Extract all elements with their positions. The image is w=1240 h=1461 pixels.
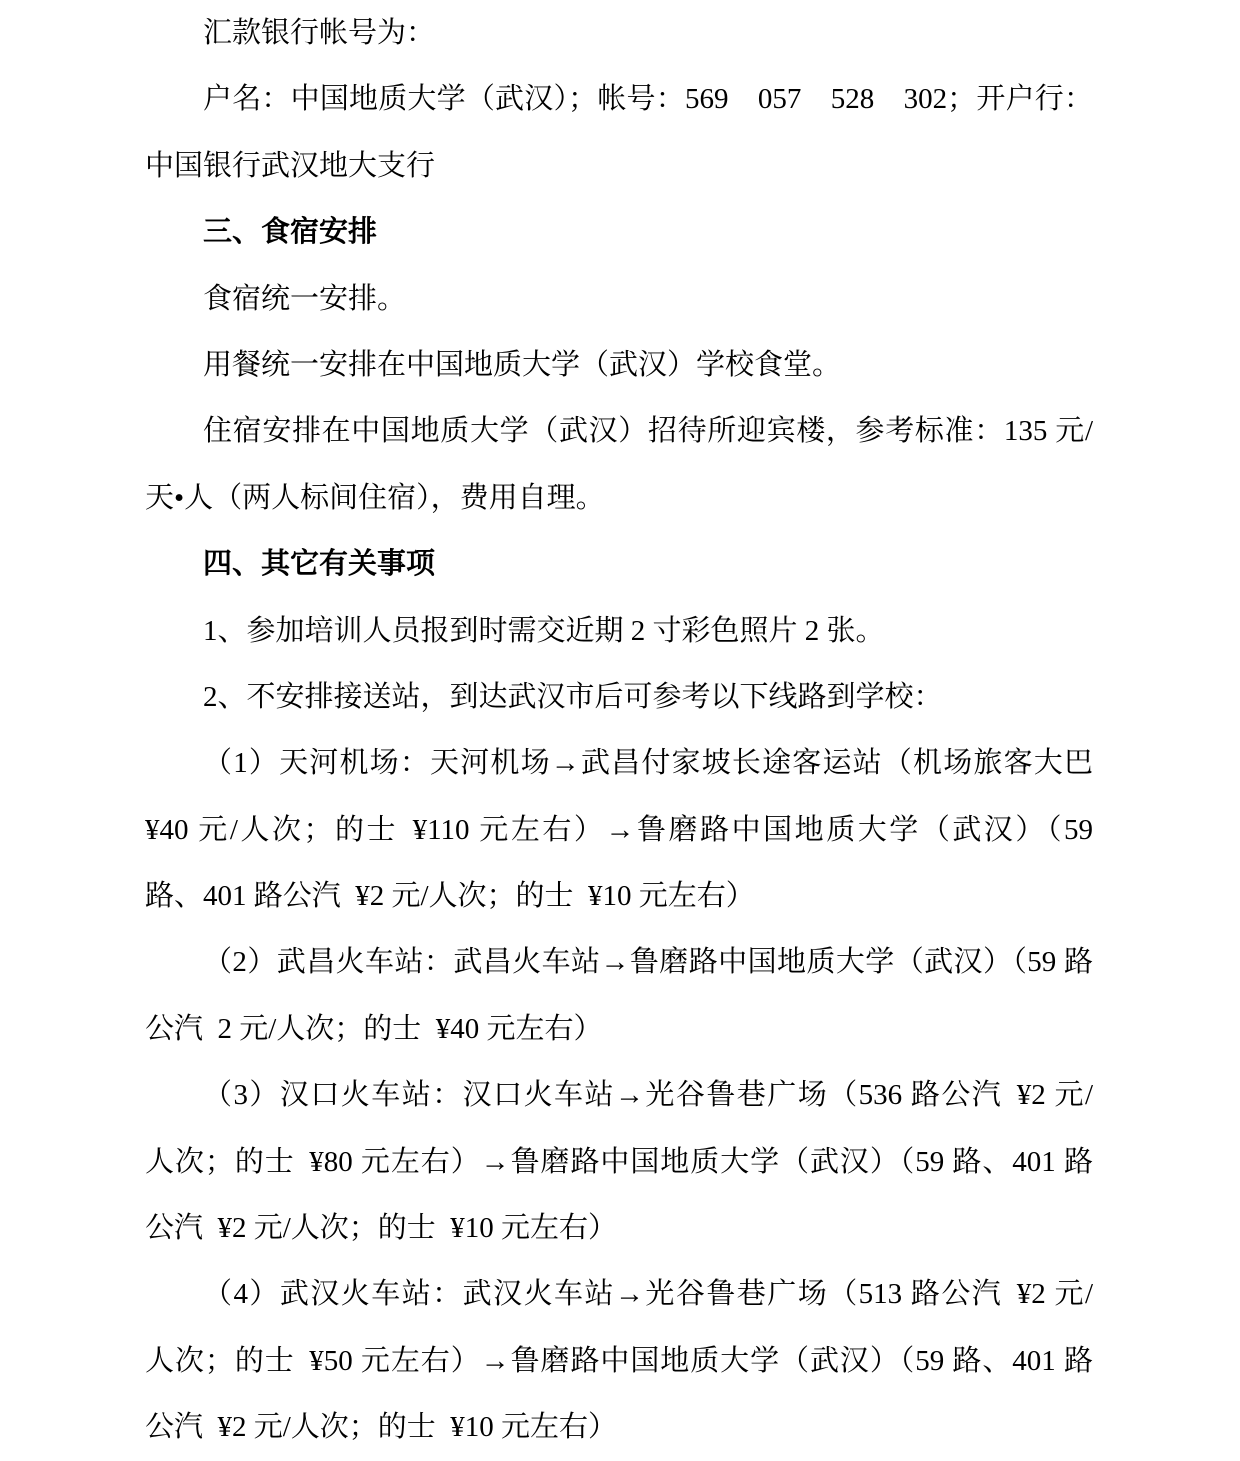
document-content xyxy=(145,0,1093,1461)
line-route3-cont-2: 公汽 ¥2 元/人次；的士 ¥10 元左右） xyxy=(145,1212,618,1245)
line-route2-cont: 公汽 2 元/人次；的士 ¥40 元左右） xyxy=(145,1012,603,1045)
line-route4-cont-1: 人次；的士 ¥50 元左右）→鲁磨路中国地质大学（武汉）（59 路、401 路 xyxy=(145,1344,1093,1377)
line-route3-cont-1: 人次；的士 ¥80 元左右）→鲁磨路中国地质大学（武汉）（59 路、401 路 xyxy=(145,1145,1093,1178)
line-route1-cont-1: ¥40 元/人次；的士 ¥110 元左右）→鲁磨路中国地质大学（武汉）（59 xyxy=(145,813,1093,846)
line-unified-arrangement: 食宿统一安排。 xyxy=(203,282,407,315)
line-item2-transport-intro: 2、不安排接送站，到达武汉市后可参考以下线路到学校： xyxy=(203,680,943,713)
line-route3-hankou-station: （3）汉口火车站：汉口火车站→光谷鲁巷广场（536 路公汽 ¥2 元/ xyxy=(203,1079,1093,1112)
line-account-details: 户名：中国地质大学（武汉）；帐号：569 057 528 302；开户行： xyxy=(203,83,1093,116)
line-dining-arrangement: 用餐统一安排在中国地质大学（武汉）学校食堂。 xyxy=(203,348,842,381)
section-heading-3-board-lodging: 三、食宿安排 xyxy=(203,216,378,249)
line-lodging-arrangement: 住宿安排在中国地质大学（武汉）招待所迎宾楼，参考标准：135 元/ xyxy=(203,415,1093,448)
line-item1-photos: 1、参加培训人员报到时需交近期 2 寸彩色照片 2 张。 xyxy=(203,614,885,647)
line-route1-cont-2: 路、401 路公汽 ¥2 元/人次；的士 ¥10 元左右） xyxy=(145,880,755,913)
line-route4-wuhan-station: （4）武汉火车站：武汉火车站→光谷鲁巷广场（513 路公汽 ¥2 元/ xyxy=(203,1278,1093,1311)
line-bank-branch: 中国银行武汉地大支行 xyxy=(145,149,436,182)
line-remittance-account-intro: 汇款银行帐号为： xyxy=(203,17,436,49)
section-heading-4-other-matters: 四、其它有关事项 xyxy=(203,548,436,581)
line-route1-tianhe-airport: （1）天河机场：天河机场→武昌付家坡长途客运站（机场旅客大巴 xyxy=(203,747,1093,780)
line-route2-wuchang-station: （2）武昌火车站：武昌火车站→鲁磨路中国地质大学（武汉）（59 路 xyxy=(203,946,1093,979)
line-route4-cont-2: 公汽 ¥2 元/人次；的士 ¥10 元左右） xyxy=(145,1411,618,1444)
line-lodging-arrangement-cont: 天•人（两人标间住宿），费用自理。 xyxy=(145,481,605,514)
